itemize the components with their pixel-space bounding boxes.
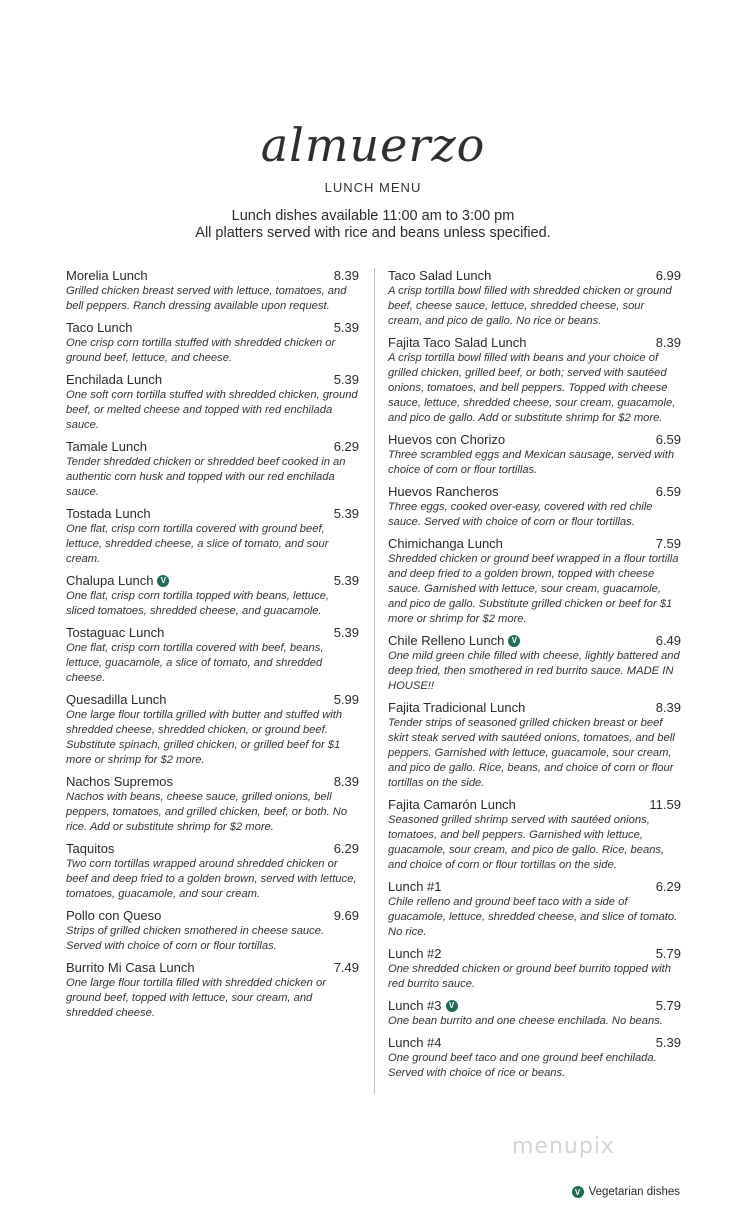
menu-item-name-wrap [66,908,161,924]
menu-item [388,1035,681,1081]
menu-item-description: One soft corn tortilla stuffed with shredded chicken, ground beef, or melted cheese and topped with red enchilada sauce. [66,389,358,431]
menu-item-price: 8.39 [655,700,681,715]
menu-item-name: Fajita Tradicional Lunch [388,700,526,715]
menu-item-description: Tender shredded chicken or shredded beef cooked in an authentic corn husk and topped with our red enchilada sauce. [66,456,346,498]
menu-item-price: 5.79 [655,946,681,961]
menu-item-price: 5.39 [655,1035,681,1050]
menu-item-description: One ground beef taco and one ground beef enchilada. Served with choice of rice or beans. [388,1052,657,1079]
menu-item-price: 8.39 [333,774,359,789]
menu-item [66,320,359,366]
menu-item-description: A crisp tortilla bowl filled with shredded chicken or ground beef, cheese sauce, lettuce, shredded cheese, sour cream, and pico de gallo. No rice or beans. [388,285,672,327]
menu-item-price: 6.99 [655,268,681,283]
menu-item [66,372,359,433]
menu-item-price: 6.49 [655,633,681,648]
menu-item-name: Fajita Camarón Lunch [388,797,516,812]
menu-item-name-wrap [66,268,148,284]
menu-item-description: Tender strips of seasoned grilled chicken breast or beef skirt steak served with sautéed onions, tomatoes, and bell peppers. Garnished with lettuce, guacamole, sour cream, and pico de gallo. Rice, beans, and choice of corn or flour tortillas on the side. [388,717,675,789]
menu-item-name-wrap [66,774,173,790]
menu-item-name-wrap [66,841,114,857]
menu-item-description: One flat, crisp corn tortilla topped with beans, lettuce, sliced tomatoes, shredded cheese, and guacamole. [66,590,330,617]
menu-item [66,841,359,902]
menu-item-price: 9.69 [333,908,359,923]
menu-item-name: Chalupa Lunch [66,573,154,588]
menu-item-name-wrap [388,998,458,1014]
vegetarian-icon: V [572,1186,584,1198]
menu-item-price: 7.49 [333,960,359,975]
menu-item-name: Lunch #3 [388,998,442,1013]
vegetarian-legend-label: Vegetarian dishes [588,1186,680,1198]
menu-item-price: 6.59 [655,484,681,499]
menu-item-description: Nachos with beans, cheese sauce, grilled onions, bell peppers, tomatoes, and grilled chicken, beef, or both. No rice. Add or substitute shrimp for $2 more. [66,791,348,833]
menu-item [388,432,681,478]
menu-item-header [66,960,359,976]
menu-item-header [388,633,681,649]
menu-item-name: Enchilada Lunch [66,372,163,387]
menu-item-price: 5.39 [333,372,359,387]
menu-item-price: 8.39 [333,268,359,283]
menu-item-description: Seasoned grilled shrimp served with sautéed onions, tomatoes, and bell peppers. Garnished with lettuce, guacamole, sour cream, and pico de gallo. Rice, beans, and choice of corn or flour tortillas on the side. [388,814,665,871]
menu-item-header [66,692,359,708]
menu-item-name-wrap [388,268,491,284]
menu-item-name: Tostaguac Lunch [66,625,165,640]
menu-item-header [66,439,359,455]
menu-item-price: 5.39 [333,506,359,521]
menu-item-description: One large flour tortilla grilled with butter and stuffed with shredded cheese, shredded chicken, or ground beef. Substitute spinach, grilled chicken, or grilled beef for $1 more or shrimp for $2 more. [66,709,343,766]
menu-item-name-wrap [388,432,505,448]
menu-item-description: Shredded chicken or ground beef wrapped in a flour tortilla and deep fried to a golden brown, topped with cheese sauce. Garnished with lettuce, sour cream, guacamole, and pico de gallo. Substitute grilled chicken or beef for $1 more or shrimp for $2 more. [388,553,679,625]
menu-item-name: Nachos Supremos [66,774,173,789]
menu-item-header [66,268,359,284]
menu-item-header [388,536,681,552]
menu-item-name-wrap [66,960,195,976]
menu-item-header [388,432,681,448]
menu-item [66,625,359,686]
menu-item [66,692,359,768]
menu-item-name: Tostada Lunch [66,506,151,521]
menu-item [66,960,359,1021]
menu-item-description: A crisp tortilla bowl filled with beans and your choice of grilled chicken, grilled beef, or both; served with sautéed onions, tomatoes, and bell peppers. Topped with cheese sauce, lettuce, shredded cheese, sour cream, guacamole, and pico de gallo. Add or substitute shrimp for $2 more. [388,352,676,424]
menu-item [66,268,359,314]
menu-item-name: Lunch #1 [388,879,442,894]
menu-item-price: 5.99 [333,692,359,707]
menu-item-header [66,841,359,857]
hours-line: Lunch dishes available 11:00 am to 3:00 pm [231,208,515,224]
column-divider [374,268,375,1094]
vegetarian-legend [572,1186,680,1198]
menu-item-description: Chile relleno and ground beef taco with a side of guacamole, lettuce, shredded cheese, and slice of tomato. No rice. [388,896,678,938]
menu-item-name-wrap [388,335,527,351]
menu-item [388,484,681,530]
menu-item-name-wrap [388,633,520,649]
menu-item-name: Morelia Lunch [66,268,148,283]
menu-intro [0,208,746,242]
menu-item-name: Fajita Taco Salad Lunch [388,335,527,350]
menu-item-price: 6.29 [655,879,681,894]
menu-item-description: Two corn tortillas wrapped around shredded chicken or beef and deep fried to a golden brown, served with lettuce, tomatoes, guacamole, and sour cream. [66,858,357,900]
menu-item-name: Tamale Lunch [66,439,147,454]
menu-item [66,908,359,954]
menu-item-name: Taco Lunch [66,320,133,335]
menu-item-description: Strips of grilled chicken smothered in cheese sauce. Served with choice of corn or flour tortillas. [66,925,325,952]
menu-item-price: 5.79 [655,998,681,1013]
menu-item-header [388,1035,681,1051]
menu-item [388,335,681,426]
menu-item-name-wrap [66,320,133,336]
menu-item-description: One mild green chile filled with cheese, lightly battered and deep fried, then smothered in red burrito sauce. MADE IN HOUSE!! [388,650,680,692]
menu-item-description: Grilled chicken breast served with lettuce, tomatoes, and bell peppers. Ranch dressing available upon request. [66,285,347,312]
menu-item-name-wrap [388,1035,442,1051]
menu-item-price: 5.39 [333,573,359,588]
menu-item-header [388,700,681,716]
menu-item-name-wrap [388,797,516,813]
menu-item-header [388,335,681,351]
menu-item-name: Taco Salad Lunch [388,268,492,283]
menu-item [66,573,359,619]
menu-item-name: Lunch #2 [388,946,442,961]
menu-item [388,700,681,791]
menu-item-name: Huevos con Chorizo [388,432,506,447]
menu-item-name-wrap [388,879,442,895]
menu-item-header [66,908,359,924]
menu-item-name: Lunch #4 [388,1035,442,1050]
menu-item-header [66,372,359,388]
menu-item-header [66,625,359,641]
menu-item [66,506,359,567]
menu-item-description: One large flour tortilla filled with shredded chicken or ground beef, topped with lettuce, sour cream, and shredded cheese. [66,977,326,1019]
menu-item-header [66,573,359,589]
menu-item [388,633,681,694]
menu-item [388,268,681,329]
menu-item-price: 7.59 [655,536,681,551]
menu-item-name-wrap [66,573,169,589]
menu-item-header [388,268,681,284]
menu-item-price: 5.39 [333,625,359,640]
menu-item [388,998,681,1029]
menu-item-price: 8.39 [655,335,681,350]
menu-item-name: Burrito Mi Casa Lunch [66,960,195,975]
menu-item-name-wrap [66,692,166,708]
right-menu-column [388,268,681,1087]
menu-item-price: 11.59 [649,797,681,812]
menu-item-header [66,506,359,522]
menu-item-name-wrap [66,439,147,455]
menu-script-title: almuerzo [260,118,486,172]
menu-item [388,797,681,873]
menupix-watermark: menupix [512,1134,615,1159]
menu-item-header [66,774,359,790]
vegetarian-icon: V [446,1000,458,1012]
menu-item-header [388,797,681,813]
platters-line: All platters served with rice and beans unless specified. [195,225,551,241]
menu-item-price: 6.29 [333,439,359,454]
menu-item-price: 6.29 [333,841,359,856]
menu-item-description: One shredded chicken or ground beef burrito topped with red burrito sauce. [388,963,671,990]
menu-item-description: One bean burrito and one cheese enchilada. No beans. [388,1015,663,1027]
menu-item-price: 6.59 [655,432,681,447]
menu-item [66,439,359,500]
menu-item-name: Huevos Rancheros [388,484,499,499]
menu-item-description: One flat, crisp corn tortilla covered with ground beef, lettuce, shredded cheese, a slice of tomato, and sour cream. [66,523,329,565]
menu-item [388,879,681,940]
menu-item-name: Quesadilla Lunch [66,692,167,707]
vegetarian-icon: V [508,635,520,647]
menu-item-description: Three eggs, cooked over-easy, covered with red chile sauce. Served with choice of corn or flour tortillas. [388,501,653,528]
menu-item [388,946,681,992]
menu-item-name: Chile Relleno Lunch [388,633,505,648]
menu-item-name-wrap [66,372,162,388]
menu-item-description: One flat, crisp corn tortilla covered with beef, beans, lettuce, guacamole, a slice of tomato, and shredded cheese. [66,642,324,684]
menu-item-name: Pollo con Queso [66,908,162,923]
menu-item-name-wrap [388,536,503,552]
menu-item-name-wrap [388,700,525,716]
vegetarian-icon: V [157,575,169,587]
menu-item-description: Three scrambled eggs and Mexican sausage, served with choice of corn or flour tortillas. [388,449,675,476]
left-menu-column [66,268,359,1027]
menu-item-header [388,998,681,1014]
menu-item-header [388,484,681,500]
menu-item-name-wrap [388,484,499,500]
menu-item-name-wrap [66,625,164,641]
menu-item-name-wrap [388,946,442,962]
menu-item [388,536,681,627]
menu-item-header [388,946,681,962]
menu-item-name-wrap [66,506,151,522]
menu-item-name: Chimichanga Lunch [388,536,503,551]
menu-item-header [388,879,681,895]
menu-item-name: Taquitos [66,841,115,856]
menu-item-header [66,320,359,336]
menu-item-description: One crisp corn tortilla stuffed with shredded chicken or ground beef, lettuce, and cheese. [66,337,336,364]
menu-subtitle: LUNCH MENU [324,180,422,195]
menu-item [66,774,359,835]
menu-item-price: 5.39 [333,320,359,335]
